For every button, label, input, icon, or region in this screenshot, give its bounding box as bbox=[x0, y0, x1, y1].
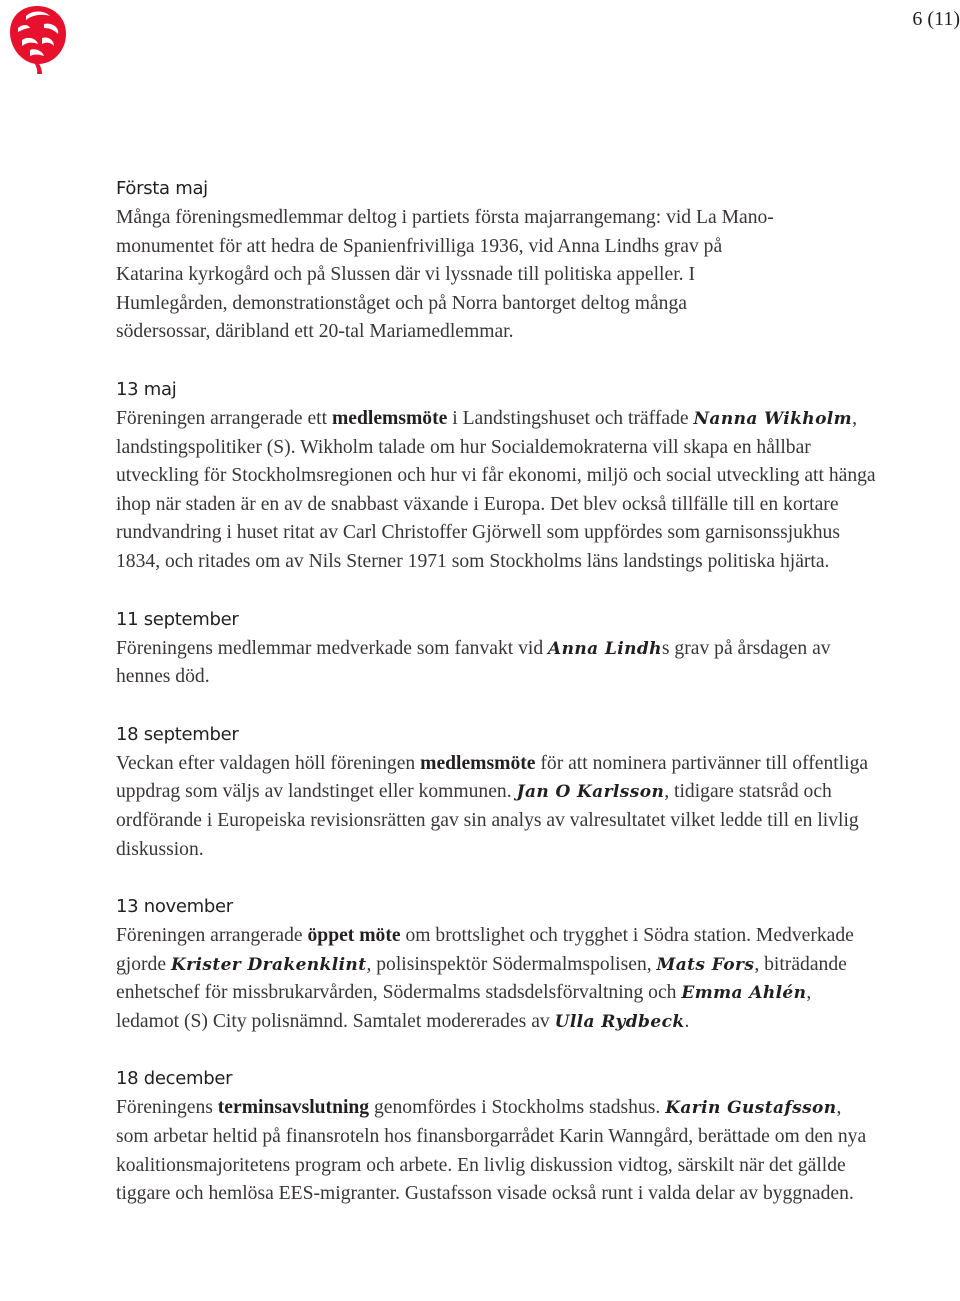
paragraph-text: , ledamot (S) City polisnämnd. Samtalet modererades av bbox=[116, 982, 812, 1032]
paragraph-text: , landstingspolitiker (S). Wikholm talade om hur Socialdemokraterna vill skapa en hållbar utveckling för Stockholmsregionen och hur vi får ekonomi, miljö och social utveckling att hänga ihop när staden är en av de snabbast växande i Europa. Det blev också tillfälle till en kortare rundvandring i huset ritat av Carl Christoffer Gjörwell som uppfördes som garnisonssjukhus 1834, och ritades om av Nils Sterner 1971 som Stockholms läns landstings politiska hjärta. bbox=[116, 407, 876, 572]
section-paragraph bbox=[116, 922, 876, 1036]
person-name: Emma Ahlén bbox=[681, 983, 807, 1004]
paragraph-text: Många föreningsmedlemmar deltog i partiets första majarrangemang: vid La Mano- bbox=[116, 207, 774, 228]
paragraph-text: Föreningen arrangerade ett bbox=[116, 407, 332, 429]
section bbox=[116, 721, 876, 864]
paragraph-text: i Landstingshuset och träffade bbox=[447, 407, 694, 429]
section bbox=[116, 1065, 876, 1208]
section-heading: Första maj bbox=[116, 178, 208, 199]
paragraph-text: , biträdande enhetschef för missbrukarvården, Södermalms stadsdelsförvaltning och bbox=[116, 953, 847, 1004]
section-paragraph bbox=[116, 204, 876, 347]
paragraph-text: Katarina kyrkogård och på Slussen där vi lyssnade till politiska appeller. I bbox=[116, 264, 695, 286]
section-heading: 13 november bbox=[116, 896, 233, 918]
paragraph-text: , polisinspektör Södermalmspolisen, bbox=[366, 953, 657, 975]
paragraph-text: för att nominera partivänner till offentliga uppdrag som väljs av landstinget eller kommunen. bbox=[116, 752, 869, 803]
document-body bbox=[116, 175, 876, 1238]
section bbox=[116, 893, 876, 1036]
section-paragraph bbox=[116, 635, 876, 692]
paragraph-text: södersossar, däribland ett 20-tal Mariamedlemmar. bbox=[116, 321, 514, 343]
emphasis-text: medlemsmöte bbox=[420, 752, 536, 774]
person-name: Nanna Wikholm bbox=[693, 408, 853, 429]
person-name: Mats Fors bbox=[656, 954, 755, 975]
emphasis-text: medlemsmöte bbox=[331, 407, 448, 429]
paragraph-text: Föreningens medlemmar medverkade som fanvakt vid bbox=[116, 637, 549, 659]
section-paragraph bbox=[116, 1094, 876, 1208]
person-name: Ulla Rydbeck bbox=[554, 1011, 685, 1032]
rose-logo-icon bbox=[4, 2, 70, 74]
paragraph-text: , tidigare statsråd och ordförande i Europeiska revisionsrätten gav sin analys av valresultatet vilket ledde till en livlig diskussion. bbox=[116, 781, 859, 860]
person-name: Jan O Karlsson bbox=[516, 782, 665, 803]
page-number: 6 (11) bbox=[912, 8, 960, 30]
emphasis-text: terminsavslutning bbox=[217, 1097, 370, 1119]
section-heading: 18 december bbox=[116, 1068, 233, 1090]
person-name: Anna Lindh bbox=[548, 638, 662, 659]
section-heading: 11 september bbox=[116, 608, 239, 630]
paragraph-text: Humlegården, demonstrationståget och på Norra bantorget deltog många bbox=[116, 292, 687, 314]
paragraph-text: monumentet för att hedra de Spanienfrivilliga 1936, vid Anna Lindhs grav på bbox=[116, 235, 723, 257]
section-paragraph bbox=[116, 750, 876, 864]
paragraph-text: Föreningens bbox=[116, 1097, 218, 1119]
section-paragraph bbox=[116, 405, 876, 577]
paragraph-text: s grav på årsdagen av hennes död. bbox=[116, 637, 831, 688]
section-heading: 13 maj bbox=[116, 378, 177, 400]
paragraph-text: Föreningen arrangerade bbox=[116, 925, 308, 947]
paragraph-text: genomfördes i Stockholms stadshus. bbox=[369, 1097, 666, 1119]
person-name: Krister Drakenklint bbox=[170, 954, 367, 975]
paragraph-text: . bbox=[684, 1010, 690, 1032]
section bbox=[116, 175, 876, 347]
paragraph-text: , som arbetar heltid på finansroteln hos finansborgarrådet Karin Wanngård, berättade om den nya koalitionsmajoritetens program och arbete. En livlig diskussion vidtog, särskilt när det gällde tiggare och hemlösa EES-migranter. Gustafsson visade också runt i valda delar av byggnaden. bbox=[116, 1097, 867, 1205]
section bbox=[116, 606, 876, 692]
emphasis-text: öppet möte bbox=[307, 925, 401, 947]
section-heading: 18 september bbox=[116, 723, 239, 745]
paragraph-text: Veckan efter valdagen höll föreningen bbox=[116, 752, 421, 774]
paragraph-text: om brottslighet och trygghet i Södra station. Medverkade gjorde bbox=[116, 925, 854, 975]
person-name: Karin Gustafsson bbox=[665, 1098, 837, 1119]
section bbox=[116, 376, 876, 577]
